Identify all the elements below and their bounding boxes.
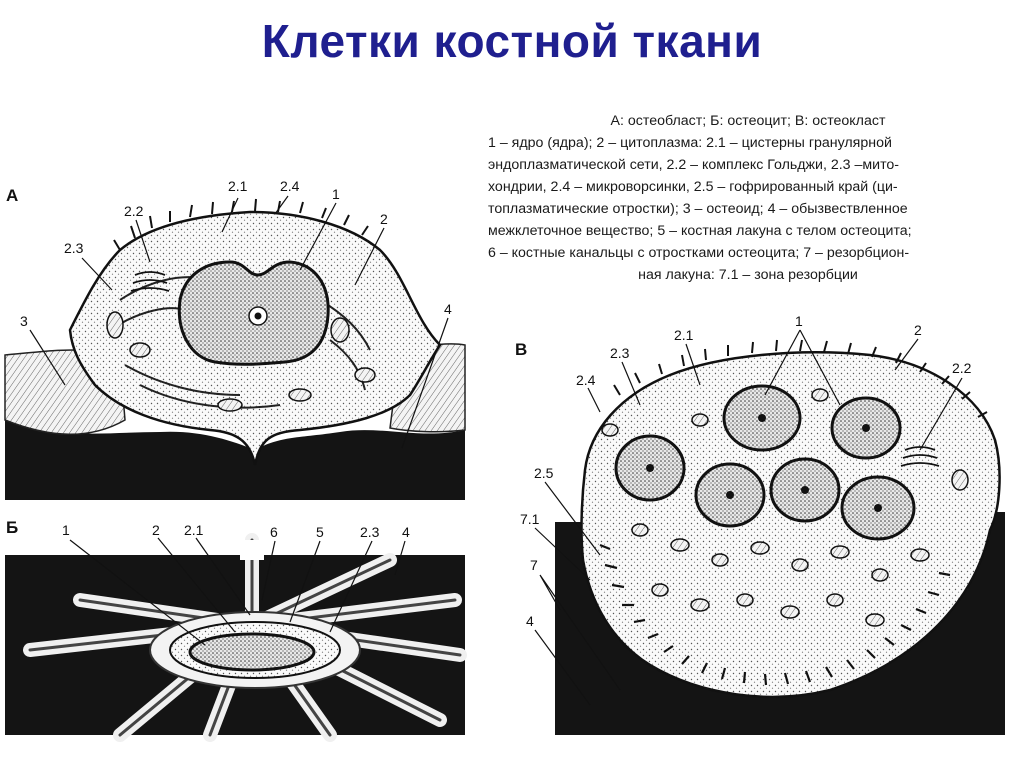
label-c-1: 1 (795, 313, 803, 329)
panel-b-letter: Б (6, 518, 19, 537)
label-c-2-5: 2.5 (534, 465, 554, 481)
label-a-2-1: 2.1 (228, 178, 248, 194)
label-c-2: 2 (914, 322, 922, 338)
label-a-4: 4 (444, 301, 452, 317)
label-c-2-2: 2.2 (952, 360, 972, 376)
legend-line: хондрии, 2.4 – микроворсинки, 2.5 – гофрированный край (ци- (488, 179, 898, 195)
nucleus-b (190, 634, 314, 670)
label-b-1: 1 (62, 522, 70, 538)
panel-c-osteoclast (555, 340, 1005, 735)
label-b-2: 2 (152, 522, 160, 538)
label-c-2-4: 2.4 (576, 372, 596, 388)
legend-line: эндоплазматической сети, 2.2 – комплекс Гольджи, 2.3 –мито- (488, 157, 900, 173)
label-a-2-3: 2.3 (64, 240, 84, 256)
label-a-2-2: 2.2 (124, 203, 144, 219)
label-a-2-4: 2.4 (280, 178, 300, 194)
label-c-7-1: 7.1 (520, 511, 540, 527)
panel-c-letter: В (515, 340, 528, 359)
page-title: Клетки костной ткани (261, 15, 763, 67)
legend-heading: А: остеобласт; Б: остеоцит; В: остеокласт (610, 113, 886, 129)
label-b-2-1: 2.1 (184, 522, 204, 538)
label-a-1: 1 (332, 186, 340, 202)
panel-a-letter: А (6, 186, 19, 205)
legend-line: топлазматические отростки); 3 – остеоид; 4 – обызвествленное (488, 201, 908, 217)
label-c-7: 7 (530, 557, 538, 573)
legend-last-line: ная лакуна: 7.1 – зона резорбции (638, 267, 858, 283)
label-b-4: 4 (402, 524, 410, 540)
label-b-5: 5 (316, 524, 324, 540)
legend-line: межклеточное вещество; 5 – костная лакуна с телом остеоцита; (488, 223, 912, 239)
label-c-2-3: 2.3 (610, 345, 630, 361)
label-a-2: 2 (380, 211, 388, 227)
legend-line: 1 – ядро (ядра); 2 – цитоплазма: 2.1 – цистерны гранулярной (488, 135, 892, 151)
panel-b-osteocyte (5, 540, 465, 735)
label-c-2-1: 2.1 (674, 327, 694, 343)
label-a-3: 3 (20, 313, 28, 329)
label-b-2-3: 2.3 (360, 524, 380, 540)
label-b-6: 6 (270, 524, 278, 540)
label-c-4: 4 (526, 613, 534, 629)
legend-line: 6 – костные канальцы с отростками остеоцита; 7 – резорбцион- (488, 245, 910, 261)
